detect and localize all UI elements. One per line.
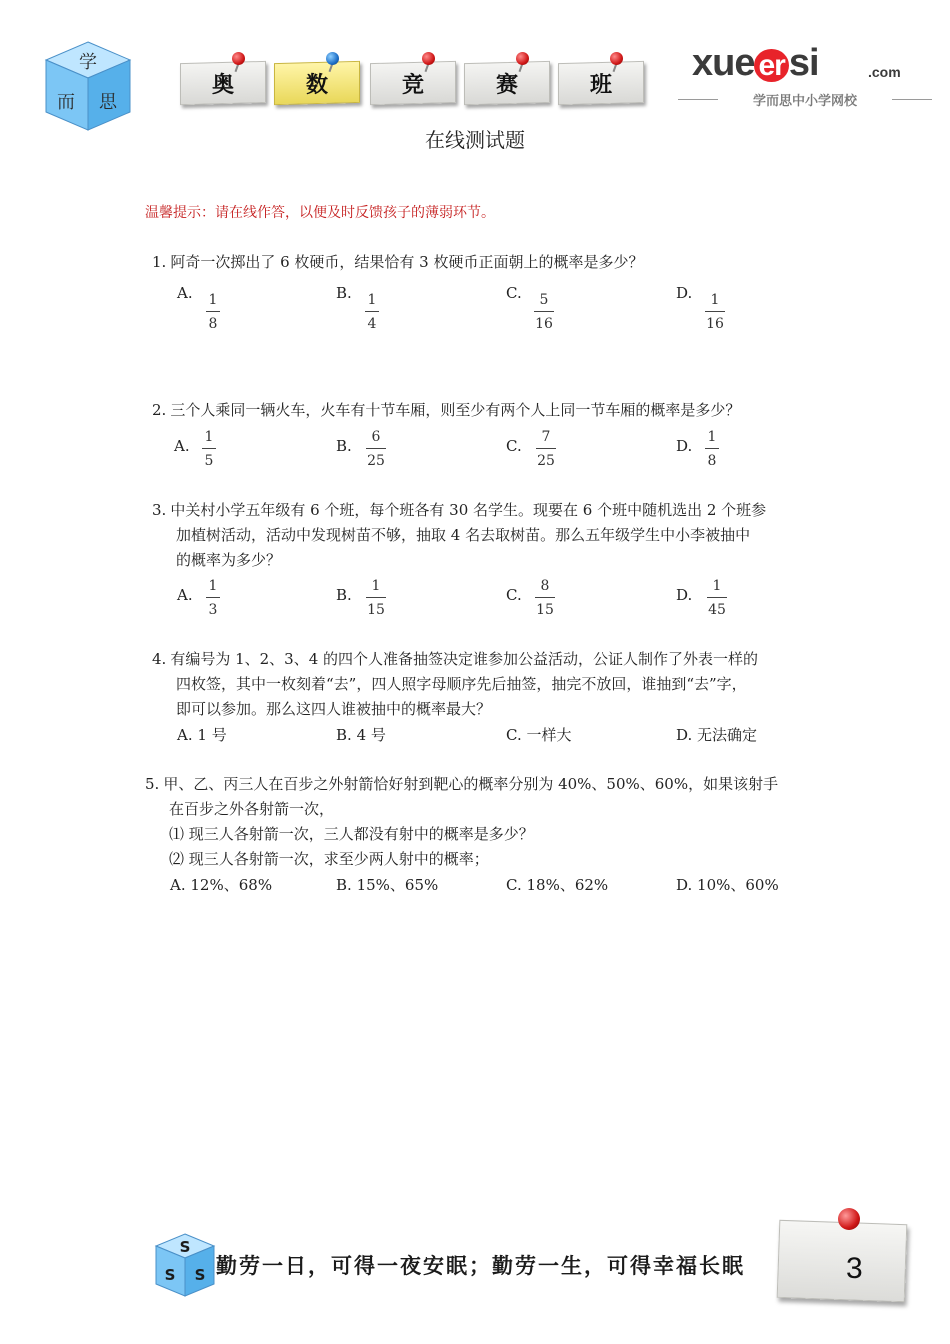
question-number: 4. <box>152 650 167 668</box>
question-1 <box>152 250 643 275</box>
option-d[interactable]: D. 无法确定 <box>676 726 758 744</box>
sub-question-2: ⑵ 现三人各射箭一次，求至少两人射中的概率； <box>169 850 489 868</box>
option-d[interactable]: D. <box>676 284 693 302</box>
sss-cube-logo <box>154 1232 216 1298</box>
logo-s-left: S <box>164 1266 176 1284</box>
brand-subtitle: 学而思中小学网校 <box>692 90 918 109</box>
question-text: 中关村小学五年级有 6 个班，每个班各有 30 名学生。现要在 6 个班中随机选出 2 个班参 <box>170 501 767 519</box>
question-number: 3. <box>152 501 167 519</box>
logo-char-xue: 学 <box>79 52 97 73</box>
question-text: 有编号为 1、2、3、4 的四个人准备抽签决定谁参加公益活动，公证人制作了外表一样的 <box>170 650 759 668</box>
logo-char-si: 思 <box>99 92 117 113</box>
question-2 <box>152 398 740 423</box>
fraction: 1 15 <box>367 578 385 618</box>
question-text: 阿奇一次掷出了 6 枚硬币，结果恰有 3 枚硬币正面朝上的概率是多少？ <box>170 253 644 271</box>
question-text: 的概率为多少？ <box>176 551 282 569</box>
tag-label: 奥 <box>211 73 234 98</box>
option-b[interactable]: B. <box>336 586 352 604</box>
logo-s-right: S <box>194 1266 206 1284</box>
fraction: 1 8 <box>705 428 719 470</box>
option-c[interactable]: C. 一样大 <box>506 726 572 744</box>
question-text: 即可以参加。那么这四人谁被抽中的概率最大？ <box>176 700 492 718</box>
option-b[interactable]: B. 15%、65% <box>336 876 439 894</box>
page-number-note <box>777 1220 908 1302</box>
question-text: 三个人乘同一辆火车，火车有十节车厢，则至少有两个人上同一节车厢的概率是多少？ <box>170 401 741 419</box>
tag-label: 赛 <box>495 73 518 98</box>
question-text: 四枚签，其中一枚刻着“去”，四人照字母顺序先后抽签，抽完不放回，谁抽到“去”字， <box>176 675 747 693</box>
question-4 <box>152 647 758 722</box>
question-5 <box>145 772 778 872</box>
sub-question-1: ⑴ 现三人各射箭一次，三人都没有射中的概率是多少？ <box>169 825 534 843</box>
fraction: 1 3 <box>206 577 220 619</box>
tag-shu <box>274 56 362 104</box>
logo-s-top: S <box>179 1238 191 1256</box>
option-a[interactable]: A. <box>174 437 190 455</box>
fraction: 1 45 <box>708 578 726 618</box>
option-c[interactable]: C. 18%、62% <box>506 876 609 894</box>
page-number: 3 <box>846 1252 863 1285</box>
tag-ban <box>558 56 646 104</box>
warm-tip: 温馨提示：请在线作答，以便及时反馈孩子的薄弱环节。 <box>145 205 495 221</box>
fraction: 7 25 <box>537 429 555 469</box>
fraction: 8 15 <box>536 578 554 618</box>
option-c[interactable]: C. <box>506 586 522 604</box>
question-number: 5. <box>145 775 160 793</box>
pushpin-icon <box>326 52 339 65</box>
tag-sai <box>464 56 552 104</box>
fraction: 1 8 <box>206 291 220 333</box>
question-number: 2. <box>152 401 167 419</box>
tag-jing <box>370 56 458 104</box>
pushpin-icon <box>838 1208 860 1230</box>
page-title: 在线测试题 <box>425 128 525 152</box>
option-a[interactable]: A. <box>177 284 193 302</box>
pushpin-icon <box>232 52 245 65</box>
fraction: 1 5 <box>202 428 216 470</box>
xueersi-brand <box>692 42 918 112</box>
question-number: 1. <box>152 253 167 271</box>
option-a[interactable]: A. 1 号 <box>177 726 227 744</box>
question-text: 甲、乙、丙三人在百步之外射箭恰好射到靶心的概率分别为 40%、50%、60%，如果该射手 <box>163 775 779 793</box>
option-b[interactable]: B. <box>336 437 352 455</box>
fraction: 1 4 <box>365 291 379 333</box>
fraction: 1 16 <box>706 292 724 332</box>
option-d[interactable]: D. 10%、60% <box>676 876 779 894</box>
option-c[interactable]: C. <box>506 437 522 455</box>
tag-label: 班 <box>589 73 612 98</box>
pushpin-icon <box>516 52 529 65</box>
pushpin-icon <box>422 52 435 65</box>
logo-char-er: 而 <box>57 92 75 113</box>
option-b[interactable]: B. 4 号 <box>336 726 386 744</box>
option-d[interactable]: D. <box>676 586 693 604</box>
option-b[interactable]: B. <box>336 284 352 302</box>
question-text: 加植树活动，活动中发现树苗不够，抽取 4 名去取树苗。那么五年级学生中小李被抽中 <box>176 526 751 544</box>
question-text: 在百步之外各射箭一次， <box>169 800 335 818</box>
fraction: 5 16 <box>535 292 553 332</box>
brand-domain: .com <box>868 64 901 80</box>
option-d[interactable]: D. <box>676 437 693 455</box>
tag-label: 竞 <box>401 73 424 98</box>
option-c[interactable]: C. <box>506 284 522 302</box>
option-a[interactable]: A. <box>177 586 193 604</box>
pushpin-icon <box>610 52 623 65</box>
brand-wordmark: xue er si <box>692 42 819 84</box>
option-a[interactable]: A. 12%、68% <box>170 876 273 894</box>
fraction: 6 25 <box>367 429 385 469</box>
xueersi-cube-logo <box>44 40 132 132</box>
question-3 <box>152 498 766 573</box>
footer-motto: 勤劳一日，可得一夜安眠；勤劳一生，可得幸福长眠 <box>216 1254 745 1278</box>
tag-label: 数 <box>305 73 328 98</box>
tag-ao <box>180 56 268 104</box>
